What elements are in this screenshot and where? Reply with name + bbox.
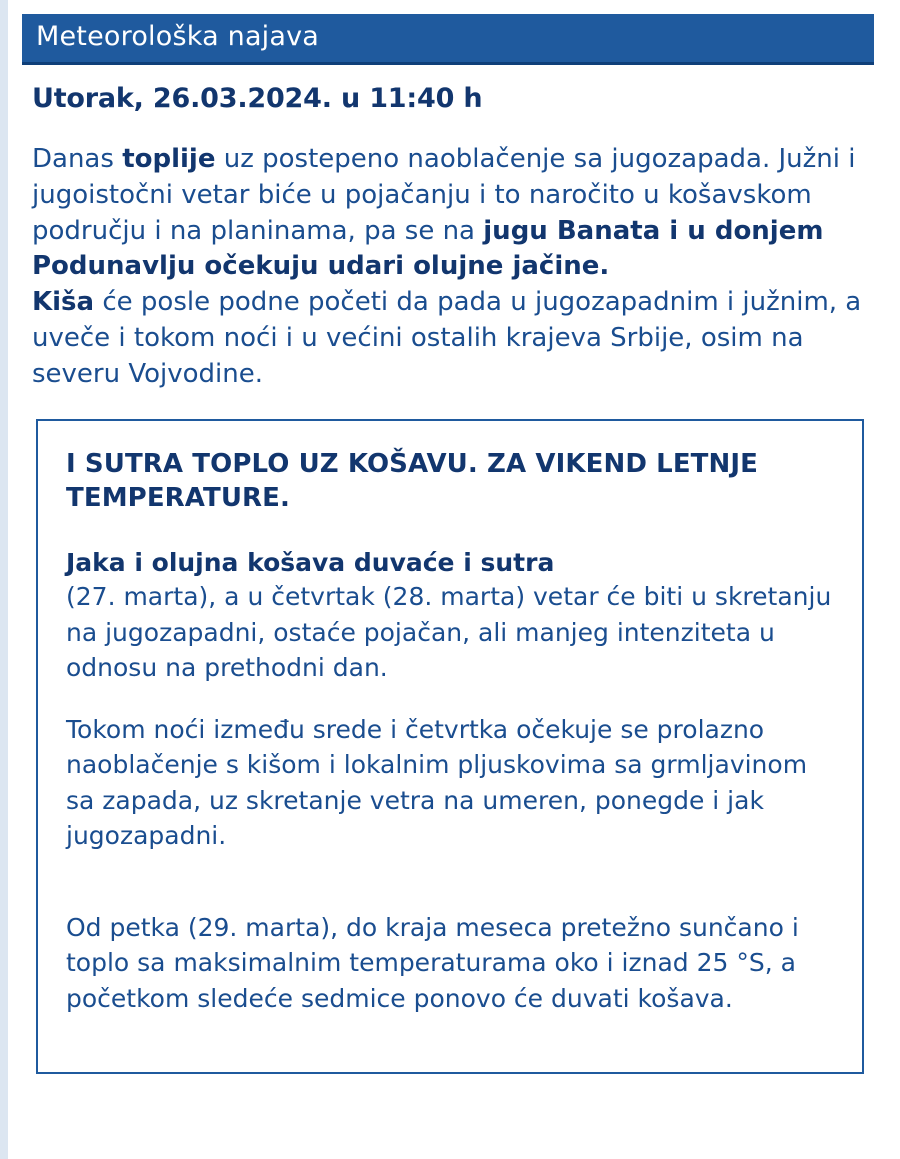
- forecast-paragraph-1: (27. marta), a u četvrtak (28. marta) vetar će biti u skretanju na jugozapadni, ostaće pojačan, ali manjeg intenziteta u odnosu na prethodni dan.: [66, 582, 832, 683]
- forecast-subheadline: Jaka i olujna košava duvaće i sutra: [66, 547, 555, 577]
- intro-emphasis: jugu Banata i u donjem Podunavlju očekuju udari olujne jačine.: [32, 215, 824, 282]
- forecast-headline: I SUTRA TOPLO UZ KOŠAVU. ZA VIKEND LETNJE TEMPERATURE.: [66, 448, 759, 514]
- intro-text: će posle podne početi da pada u jugozapadnim i južnim, a uveče i tokom noći i u većini ostalih krajeva Srbije, osim na severu Vojvodine.: [32, 287, 862, 389]
- forecast-paragraph-2: Tokom noći između srede i četvrtka očekuje se prolazno naoblačenje s kišom i lokalnim pljuskovima sa grmljavinom sa zapada, uz skretanje vetra na umeren, ponegde i jak jugozapadni.: [66, 714, 808, 851]
- content-column: [8, 0, 900, 1106]
- intro-emphasis: toplije: [122, 143, 216, 174]
- intro-text: uz postepeno naoblačenje sa jugozapada. Južni i jugoistočni vetar biće u pojačanju i to naročito u košavskom području i na planinama, pa se na: [32, 143, 856, 246]
- forecast-paragraph-3: Od petka (29. marta), do kraja meseca pretežno sunčano i toplo sa maksimalnim temperaturama oko i iznad 25 °S, a početkom sledeće sedmice ponovo će duvati košava.: [66, 912, 799, 1013]
- intro-emphasis: Kiša: [32, 287, 95, 318]
- publication-datetime: Utorak, 26.03.2024. u 11:40 h: [32, 82, 483, 114]
- intro-paragraph: [32, 142, 874, 393]
- page-title: Meteorološka najava: [22, 14, 874, 65]
- forecast-box: [36, 419, 864, 1074]
- left-rail-decoration: [0, 0, 8, 1159]
- paragraph-spacer: [66, 880, 834, 910]
- intro-text: Danas: [32, 143, 123, 174]
